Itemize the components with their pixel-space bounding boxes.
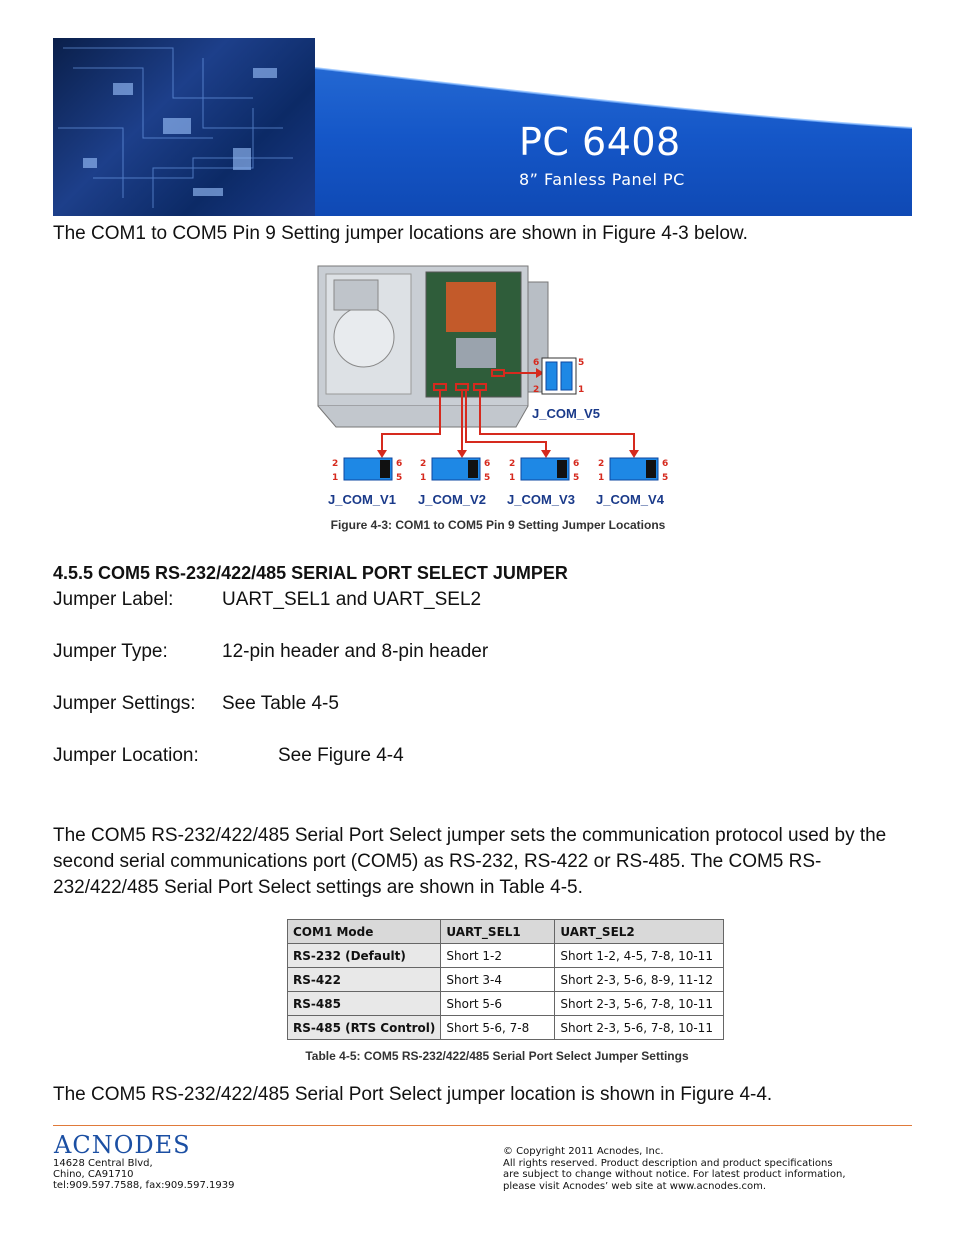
copyright-line: please visit Acnodes’ web site at www.acnodes.com.: [503, 1180, 767, 1192]
product-subtitle: 8” Fanless Panel PC: [519, 170, 685, 189]
intro-text: The COM1 to COM5 Pin 9 Setting jumper locations are shown in Figure 4-3 below.: [53, 223, 748, 244]
svg-text:2: 2: [509, 459, 516, 469]
address-line: Chino, CA91710: [53, 1169, 134, 1180]
svg-text:6: 6: [484, 459, 491, 469]
svg-text:1: 1: [509, 473, 516, 483]
jumper-location-key: Jumper Location:: [53, 745, 199, 766]
table-cell: Short 5-6: [441, 992, 555, 1016]
table-cell: Short 1-2, 4-5, 7-8, 10-11: [555, 944, 724, 968]
jumper-settings-table: [287, 919, 724, 1040]
description-paragraph: The COM5 RS-232/422/485 Serial Port Select jumper sets the communication protocol used by the second serial communications port (COM5) as RS-232, RS-422 or RS-485. The COM5 RS-232/422/485 Serial Port Select settings are shown in Table 4-5.: [53, 825, 887, 898]
table-cell: RS-422: [288, 968, 441, 992]
table-header-cell: UART_SEL2: [555, 920, 724, 944]
jumper-location-diagram: [316, 262, 680, 512]
table-row: [288, 968, 724, 992]
jumper-label-row: [53, 589, 482, 611]
company-address: [53, 1158, 234, 1191]
copyright-notice: [503, 1146, 873, 1192]
jumper-settings-row: [53, 693, 339, 715]
table-cell: Short 2-3, 5-6, 7-8, 10-11: [555, 992, 724, 1016]
svg-text:2: 2: [533, 385, 540, 395]
table-row: [288, 1016, 724, 1040]
svg-text:2: 2: [598, 459, 605, 469]
svg-text:2: 2: [332, 459, 339, 469]
table-cell: RS-485 (RTS Control): [288, 1016, 441, 1040]
table-row: [288, 944, 724, 968]
copyright-line: All rights reserved. Product description and product specifications: [503, 1157, 833, 1169]
copyright-line: © Copyright 2011 Acnodes, Inc.: [503, 1146, 664, 1157]
svg-text:5: 5: [484, 473, 491, 483]
jumper-label-key: Jumper Label:: [53, 589, 174, 610]
jumper-label: J_COM_V5: [532, 406, 600, 421]
jumper-label: J_COM_V3: [507, 492, 575, 507]
table-cell: Short 3-4: [441, 968, 555, 992]
table-cell: Short 2-3, 5-6, 7-8, 10-11: [555, 1016, 724, 1040]
svg-text:6: 6: [533, 358, 540, 368]
table-cell: Short 1-2: [441, 944, 555, 968]
figure-caption: Figure 4-3: COM1 to COM5 Pin 9 Setting Jumper Locations: [330, 518, 666, 532]
svg-text:1: 1: [578, 385, 585, 395]
address-line: tel:909.597.7588, fax:909.597.1939: [53, 1180, 235, 1191]
jumper-type-row: [53, 641, 489, 663]
jumper-location-value: See Figure 4-4: [278, 745, 404, 766]
figure-4-3: [316, 262, 680, 538]
address-line: 14628 Central Blvd,: [53, 1158, 153, 1169]
svg-text:5: 5: [578, 358, 585, 368]
table-cell: Short 5-6, 7-8: [441, 1016, 555, 1040]
footer-divider: [53, 1125, 912, 1126]
jumper-label-value: UART_SEL1 and UART_SEL2: [222, 589, 482, 610]
svg-text:2: 2: [420, 459, 427, 469]
jumper-label: J_COM_V2: [418, 492, 486, 507]
jumper-settings-key: Jumper Settings:: [53, 693, 196, 714]
jumper-location-row: [53, 745, 404, 767]
table-header-cell: UART_SEL1: [441, 920, 555, 944]
svg-text:1: 1: [332, 473, 339, 483]
jumper-settings-value: See Table 4-5: [222, 693, 339, 714]
svg-text:5: 5: [662, 473, 669, 483]
table-row: [288, 992, 724, 1016]
jumper-label: J_COM_V1: [328, 492, 396, 507]
jumper-label: J_COM_V4: [596, 492, 664, 507]
copyright-line: are subject to change without notice. For latest product information,: [503, 1169, 846, 1180]
product-title: PC 6408: [519, 120, 681, 164]
acnodes-logo: ACNODES: [54, 1131, 191, 1159]
svg-text:6: 6: [396, 459, 403, 469]
svg-text:6: 6: [662, 459, 669, 469]
svg-text:5: 5: [573, 473, 580, 483]
table-caption: Table 4-5: COM5 RS-232/422/485 Serial Port Select Jumper Settings: [305, 1049, 689, 1063]
section-heading: 4.5.5 COM5 RS-232/422/485 SERIAL PORT SELECT JUMPER: [53, 563, 568, 583]
table-cell: RS-232 (Default): [288, 944, 441, 968]
svg-text:1: 1: [420, 473, 427, 483]
jumper-type-value: 12-pin header and 8-pin header: [222, 641, 489, 662]
table-cell: Short 2-3, 5-6, 8-9, 11-12: [555, 968, 724, 992]
table-header-row: [288, 920, 724, 944]
table-header-cell: COM1 Mode: [288, 920, 441, 944]
svg-text:1: 1: [598, 473, 605, 483]
header-banner: [53, 38, 912, 216]
jumper-type-key: Jumper Type:: [53, 641, 168, 662]
svg-text:6: 6: [573, 459, 580, 469]
closing-text: The COM5 RS-232/422/485 Serial Port Select jumper location is shown in Figure 4-4.: [53, 1084, 773, 1105]
table-cell: RS-485: [288, 992, 441, 1016]
svg-text:5: 5: [396, 473, 403, 483]
